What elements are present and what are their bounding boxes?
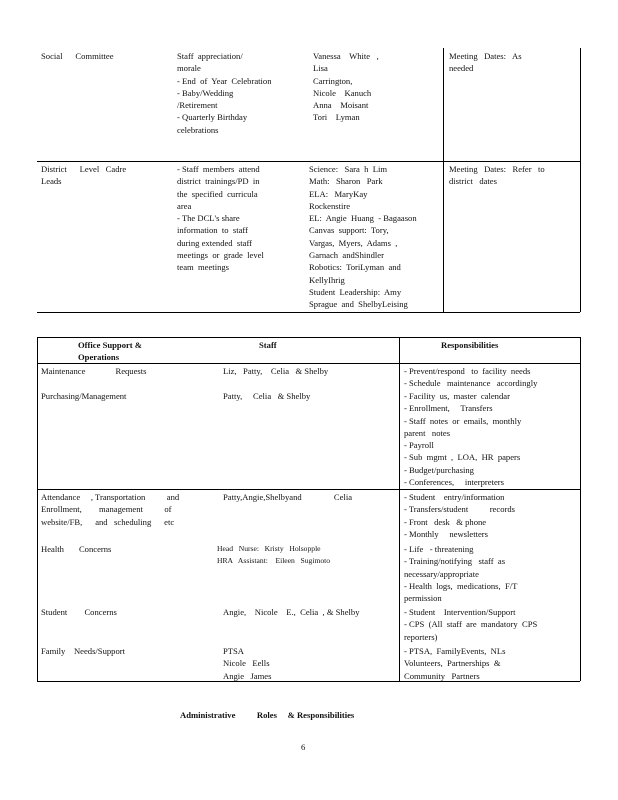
cell-text-line: information to staff	[177, 225, 248, 236]
table-border	[443, 48, 444, 312]
table-cell-staff	[223, 365, 393, 377]
cell-text-line: meetings or grade level	[177, 250, 264, 261]
table-border	[580, 337, 581, 681]
table-cell-duties	[177, 50, 289, 136]
section-heading: Administrative Roles & Responsibilities	[180, 710, 355, 720]
cell-text-line: /Retirement	[177, 100, 218, 111]
table-cell-area	[41, 606, 211, 618]
cell-text-line: Carrington,	[313, 75, 353, 86]
table-cell-staff	[223, 645, 393, 682]
cell-text-line: district trainings/PD in	[177, 176, 260, 187]
table-cell-committee	[41, 163, 131, 188]
cell-text-line: District Level Cadre	[41, 164, 127, 174]
cell-text-line: Anna Moisant	[313, 100, 369, 111]
cell-text-line: Meeting Dates: As	[449, 51, 522, 61]
cell-text-line: - Facility us, master calendar	[404, 391, 510, 401]
table-cell-staff	[223, 606, 393, 618]
cell-text-line: Purchasing/Management	[41, 391, 127, 401]
cell-text-line: Attendance , Transportation and	[41, 492, 180, 502]
cell-text-line: Angie, Nicole E., Celia , & Shelby	[223, 607, 360, 617]
cell-text-line: - Budget/purchasing	[404, 464, 474, 475]
table-border	[580, 48, 581, 312]
table-cell-committee	[41, 50, 114, 62]
table-cell-responsibilities	[404, 645, 538, 682]
cell-text-line: Health Concerns	[41, 544, 112, 554]
cell-text-line: during extended staff	[177, 237, 253, 248]
cell-text-line: needed	[449, 63, 474, 74]
cell-text-line: Patty,Angie,Shelbyand Celia	[223, 492, 353, 502]
table-cell-members	[313, 50, 393, 124]
cell-text-line: EL: Angie Huang - Bagaason	[309, 213, 417, 224]
cell-text-line: Nicole Kanuch	[313, 87, 372, 98]
cell-text-line: celebrations	[177, 124, 219, 135]
cell-text-line: - PTSA, FamilyEvents, NLs	[404, 646, 506, 656]
table-row-divider	[37, 312, 580, 313]
column-header-area	[78, 339, 178, 364]
table-column-divider	[399, 337, 400, 681]
cell-text-line: Maintenance Requests	[41, 366, 147, 376]
cell-text-line: - Student entry/information	[404, 492, 505, 502]
table-border	[37, 337, 580, 338]
cell-text-line: parent notes	[404, 427, 451, 438]
cell-text-line: Liz, Patty, Celia & Shelby	[223, 366, 329, 376]
cell-text-line: Family Needs/Support	[41, 646, 126, 656]
cell-text-line: necessary/appropriate	[404, 568, 479, 579]
cell-text-line: area	[177, 200, 192, 211]
cell-text-line: Sprague and ShelbyLeising	[309, 299, 408, 310]
cell-text-line: HRA Assistant: Eileen Sugimoto	[217, 556, 331, 566]
cell-text-line: Staff appreciation/	[177, 51, 243, 61]
table-cell-area	[41, 365, 211, 377]
cell-text-line: - Health logs, medications, F/T	[404, 580, 518, 591]
column-header-responsibilities: Responsibilities	[441, 340, 499, 350]
cell-text-line: Garnach andShindler	[309, 250, 384, 261]
cell-text-line: Community Partners	[404, 670, 480, 681]
cell-text-line: ELA: MaryKay	[309, 188, 368, 199]
cell-text-line: Vargas, Myers, Adams ,	[309, 237, 398, 248]
cell-text-line: - Transfers/student records	[404, 504, 515, 515]
cell-text-line: - Monthly newsletters	[404, 528, 489, 539]
cell-text-line: Math: Sharon Park	[309, 176, 383, 187]
cell-text-line: Meeting Dates: Refer to	[449, 164, 545, 174]
cell-text-line: - Baby/Wedding	[177, 87, 234, 98]
column-header-line: Operations	[78, 352, 120, 363]
cell-text-line: Student Leadership: Amy	[309, 286, 402, 297]
cell-text-line: Student Concerns	[41, 607, 117, 617]
cell-text-line: team meetings	[177, 262, 230, 273]
table-cell-duties	[177, 163, 289, 274]
cell-text-line: - Quarterly Birthday	[177, 112, 248, 123]
cell-text-line: Science: Sara h Lim	[309, 164, 388, 174]
cell-text-line: Tori Lyman	[313, 112, 360, 123]
cell-text-line: - Schedule maintenance accordingly	[404, 378, 538, 389]
cell-text-line: - Student Intervention/Support	[404, 607, 516, 617]
table-cell-responsibilities	[404, 606, 565, 643]
cell-text-line: - Enrollment, Transfers	[404, 403, 493, 414]
cell-text-line: - Staff members attend	[177, 164, 260, 174]
cell-text-line: - Conferences, interpreters	[404, 477, 504, 488]
cell-text-line: website/FB, and scheduling etc	[41, 516, 175, 527]
cell-text-line: Vanessa White ,	[313, 51, 379, 61]
cell-text-line: Enrollment, management of	[41, 504, 172, 515]
cell-text-line: - Front desk & phone	[404, 516, 487, 527]
cell-text-line: reporters)	[404, 631, 438, 642]
column-header-staff: Staff	[259, 340, 277, 350]
cell-text-line: Robotics: ToriLyman and	[309, 262, 401, 273]
cell-text-line: - Training/notifying staff as	[404, 556, 506, 567]
cell-text-line: PTSA	[223, 646, 245, 656]
table-cell-responsibilities	[404, 543, 534, 604]
cell-text-line: Angie James	[223, 670, 272, 681]
cell-text-line: Head Nurse: Kristy Holsopple	[217, 544, 321, 553]
cell-text-line: - The DCL's share	[177, 213, 240, 224]
table-row-divider	[37, 161, 580, 162]
cell-text-line: Rockenstire	[309, 200, 351, 211]
cell-text-line: permission	[404, 593, 442, 604]
cell-text-line: the specified curricula	[177, 188, 258, 199]
column-header-line: Office Support &	[78, 340, 142, 350]
table-cell-area	[41, 491, 193, 528]
cell-text-line: - Prevent/respond to facility needs	[404, 366, 531, 376]
cell-text-line: - Payroll	[404, 440, 434, 451]
cell-text-line: - Sub mgmt , LOA, HR papers	[404, 452, 521, 463]
table-cell-responsibilities	[404, 491, 530, 540]
table-cell-staff	[223, 390, 393, 402]
cell-text-line: - Staff notes or emails, monthly	[404, 415, 522, 426]
table-cell-meeting	[449, 50, 537, 75]
cell-text-line: district dates	[449, 176, 497, 187]
table-cell-area	[41, 390, 211, 402]
table-cell-staff	[217, 543, 393, 568]
table-cell-members	[309, 163, 428, 311]
table-cell-area	[41, 645, 211, 657]
cell-text-line: - CPS (All staff are mandatory CPS	[404, 619, 538, 630]
table-border	[37, 337, 38, 681]
table-cell-meeting	[449, 163, 562, 188]
cell-text-line: Canvas support: Tory,	[309, 225, 389, 236]
cell-text-line: Volunteers, Partnerships &	[404, 658, 501, 669]
table-cell-area	[41, 543, 211, 555]
cell-text-line: - End of Year Celebration	[177, 75, 272, 86]
cell-text-line: KellyIhrig	[309, 274, 345, 285]
table-cell-responsibilities	[404, 365, 562, 390]
cell-text-line: Lisa	[313, 63, 328, 74]
cell-text-line: morale	[177, 63, 201, 74]
table-cell-responsibilities	[404, 390, 530, 488]
cell-text-line: Nicole Eells	[223, 658, 270, 669]
cell-text-line: Leads	[41, 176, 62, 187]
cell-text-line: Social Committee	[41, 51, 114, 61]
cell-text-line: - Life - threatening	[404, 544, 474, 554]
table-cell-staff	[223, 491, 393, 503]
cell-text-line: Patty, Celia & Shelby	[223, 391, 311, 401]
page-number: 6	[301, 742, 306, 752]
table-row-divider	[37, 489, 580, 490]
